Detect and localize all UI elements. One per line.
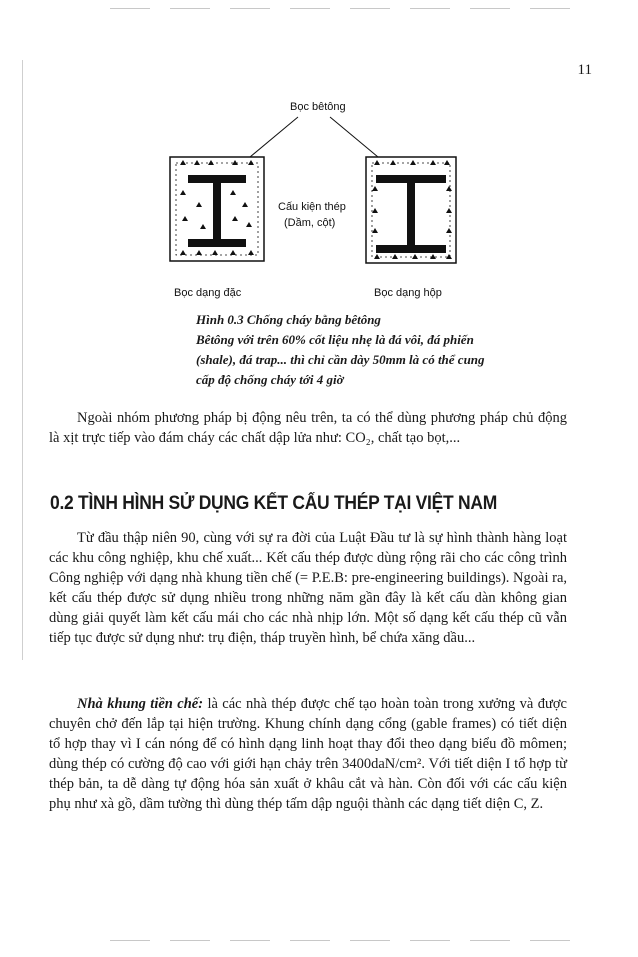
bottom-rule bbox=[110, 940, 580, 941]
paragraph-text: Ngoài nhóm phương pháp bị động nêu trên, ta có thể dùng phương pháp chủ động là xịt trực tiếp vào đám cháy các chất dập lửa như: CO₂, chất tạo bọt,... bbox=[49, 410, 567, 446]
paragraph-history bbox=[49, 528, 567, 648]
label-box-encasement: Bọc dạng hộp bbox=[374, 287, 442, 299]
left-rule bbox=[22, 60, 23, 660]
label-solid-encasement: Bọc dạng đặc bbox=[174, 287, 242, 299]
paragraph-peb bbox=[49, 694, 567, 814]
section-heading: 0.2 TÌNH HÌNH SỬ DỤNG KẾT CẤU THÉP TẠI VIỆT NAM bbox=[50, 493, 497, 514]
caption-line: Bêtông với trên 60% cốt liệu nhẹ là đá vôi, đá phiến bbox=[196, 332, 474, 347]
caption-line: (shale), đá trap... thì chỉ cần dày 50mm là có thể cung bbox=[196, 352, 485, 367]
figure-caption-description bbox=[196, 330, 576, 390]
page-number: 11 bbox=[577, 62, 592, 78]
label-steel-member-sub: (Dầm, cột) bbox=[284, 217, 336, 229]
top-rule bbox=[110, 8, 580, 9]
peb-body: là các nhà thép được chế tạo hoàn toàn trong xưởng và được chuyên chở đến lắp tại hiện trường. Khung chính dạng cổng (gable frames) có tiết diện tổ hợp thay vì I cán nóng để có hình dạng linh hoạt thay đổi theo dạng biểu đồ mômen; dùng thép có cường độ cao với giới hạn chảy trên 3400daN/cm². Với tiết diện I tổ hợp từ thép bản, ta dễ dàng tự động hóa sản xuất ở khâu cắt và hàn. Còn đối với các cấu kiện phụ như xà gồ, dầm tường thì dùng thép tấm dập nguội thành các dạng tiết diện C, Z. bbox=[49, 696, 567, 812]
paragraph-active-methods bbox=[49, 408, 567, 448]
label-concrete-encasement: Bọc bêtông bbox=[290, 101, 346, 113]
figure-caption-title: Hình 0.3 Chống cháy bằng bêtông bbox=[196, 312, 381, 327]
figure-drawing bbox=[160, 95, 460, 295]
paragraph-text bbox=[49, 694, 567, 814]
paragraph-text: Từ đầu thập niên 90, cùng với sự ra đời của Luật Đầu tư là sự hình thành hàng loạt các khu công nghiệp, khu chế xuất... Kết cấu thép được dùng rộng rãi cho các công trình Công nghiệp với dạng nhà khung tiền chế (= P.E.B: pre-engineering buildings). Ngoài ra, kết cấu thép được sử dụng nhiều trong những năm gần đây là kết cấu dàn không gian dùng giải quyết làm kết cấu mái cho các nhà nhịp lớn. Một số dạng kết cấu thép cũ vẫn tiếp tục được sử dụng như: trụ điện, tháp truyền hình, bể chứa xăng dầu... bbox=[49, 530, 568, 646]
caption-line: cấp độ chống cháy tới 4 giờ bbox=[196, 372, 344, 387]
label-steel-member: Cấu kiện thép bbox=[278, 201, 346, 213]
figure-fireproofing bbox=[160, 95, 460, 315]
peb-lead-term: Nhà khung tiền chế: bbox=[77, 696, 204, 712]
